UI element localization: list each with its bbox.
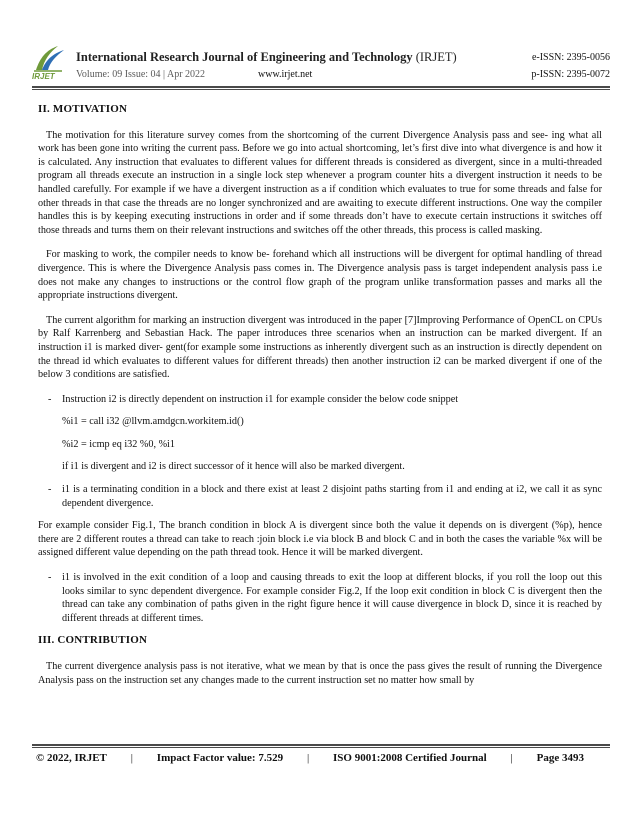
footer-separator: | [130,752,133,764]
code-line: %i2 = icmp eq i32 %0, %i1 [62,438,175,450]
page-number: Page 3493 [536,752,584,764]
code-line: %i1 = call i32 @llvm.amdgcn.workitem.id() [62,416,244,428]
paragraph: For masking to work, the compiler needs to know be- forehand which all instructions will be divergent for optimal handling of thread divergence. This is where the Divergence Analysis pass comes in. The Divergence analysis pass is target independent analysis pass i.e does not make any changes to instructions or the control flow graph of the program unlike transformation passes and marks all the appropriate instructions divergent. [38,249,602,302]
section-heading-contribution: III. CONTRIBUTION [38,634,148,647]
list-item-text: i1 is involved in the exit condition of a loop and causing threads to exit the loop at different blocks, if you roll the loop out this looks similar to sync dependent divergence. For example consider Fig.2, If the loop exit condition in block C is divergent then the thread can take any combination of paths given in the right figure hence it will cause divergence in block D, since it is reached by different threads at different times. [62,572,602,624]
paragraph: For example consider Fig.1, The branch condition in block A is divergent since both the value it depends on is divergent (%p), hence there are 2 different routes a thread can take to reach :join block i.e via block B and block C and in both the cases the variable %x will be assigned different value depending on the path thread took. Hence it will be marked divergent. [38,520,602,559]
e-issn: e-ISSN: 2395-0056 [531,52,610,63]
paragraph: The motivation for this literature survey comes from the shortcoming of the current Divergence Analysis pass and see- ing what all work has been gone into writing the current pass. Before we go into actual shortcoming, let’s first dive into what divergence is and how it is calculated. Any instruction that evaluates to different values for different threads is considered as divergent, since in a multi-threaded program all threads execute an instruction in a single lock step whenever a program counter hits a divergent instruction it needs to be handled carefully. For example if we have a divergent instruction as a if condition which evaluates to true for some threads and false for other threads in that case the threads are no longer synchronized and are awaiting to execute different instructions. One way the compiler handles this is by keeping executing instructions in order and if some threads don’t have to execute certain instructions it switches off those threads and turns them on their relevant instructions and switches off the other threads, this process is called masking. [38,129,602,236]
journal-title [76,50,457,65]
journal-name: International Research Journal of Engineering and Technology [76,50,413,64]
paragraph: The current algorithm for marking an instruction divergent was introduced in the paper [7]Improving Performance of OpenCL on CPUs by Ralf Karrenberg and Sebastian Hack. The paper introduces three scenarios when an instruction can be marked divergent. If an instruction i1 is marked diver- gent(for example some instructions as inherently divergent such as an instruction is directly dependent on the thread id which evaluates to different values for different threads) then another instruction i2 can be marked divergent if one of the below 3 conditions are satisfied. [38,314,602,381]
article-body [38,103,602,698]
list-item-text: Instruction i2 is directly dependent on instruction i1 for example consider the below code snippet [62,393,459,405]
header-rule [32,86,610,90]
footer-rule [32,744,610,748]
p-issn: p-ISSN: 2395-0072 [531,69,610,80]
copyright: © 2022, IRJET [36,752,107,764]
bullet-marker: - [48,572,52,584]
iso-certification: ISO 9001:2008 Certified Journal [333,752,487,764]
bullet-marker: - [48,484,52,496]
paragraph: The current divergence analysis pass is not iterative, what we mean by that is once the pass gives the result of running the Divergence Analysis pass on the instruction set any changes made to the current instruction set no matter how small by [38,661,602,686]
logo-text: IRJET [32,72,55,81]
footer-separator: | [510,752,513,764]
page-header [32,44,610,86]
bullet-marker: - [48,393,52,405]
list-item-text: i1 is a terminating condition in a block and there exist at least 2 disjoint paths starting from i1 and ending at i2, we call it as sync dependent divergence. [62,484,602,509]
list-item [38,393,602,407]
footer-separator: | [306,752,310,764]
page-footer [36,752,584,764]
code-explanation: if i1 is divergent and i2 is direct successor of it hence will also be marked divergent. [62,461,405,473]
list-item [38,483,602,510]
journal-website[interactable]: www.irjet.net [258,69,313,80]
list-item [38,571,602,625]
journal-abbr: (IRJET) [415,50,457,64]
journal-logo [32,44,68,82]
volume-issue: Volume: 09 Issue: 04 | Apr 2022 [76,69,206,80]
impact-factor: Impact Factor value: 7.529 [156,752,284,764]
section-heading-motivation: II. MOTIVATION [38,103,128,115]
